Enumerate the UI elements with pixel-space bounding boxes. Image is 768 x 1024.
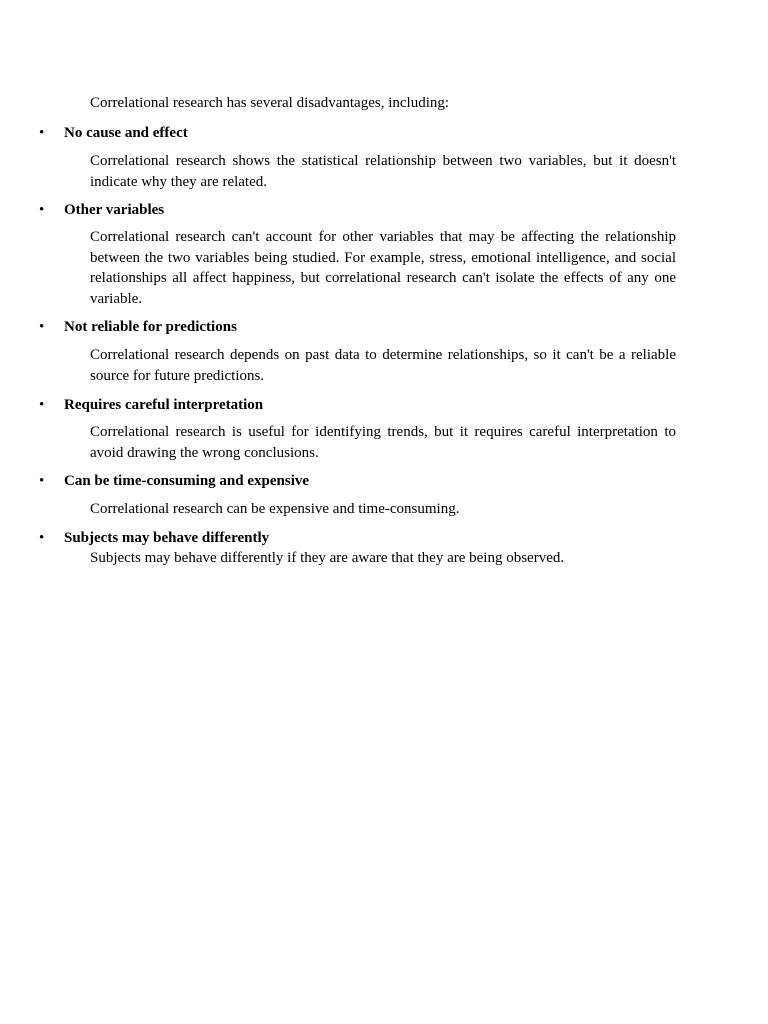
item-heading: Other variables bbox=[64, 202, 165, 218]
item-heading: Requires careful interpretation bbox=[64, 397, 264, 413]
bullet-icon: • bbox=[39, 473, 45, 489]
item-text: Correlational research shows the statistical relationship between two variables, but it doesn't indicate why they are related. bbox=[90, 153, 676, 190]
bullet-icon: • bbox=[39, 125, 45, 141]
item-heading: Can be time-consuming and expensive bbox=[64, 473, 310, 489]
item-text: Correlational research can be expensive and time-consuming. bbox=[90, 501, 460, 517]
bullet-icon: • bbox=[39, 319, 45, 335]
item-text: Subjects may behave differently if they are aware that they are being observed. bbox=[90, 550, 565, 566]
bullet-icon: • bbox=[39, 202, 45, 218]
item-heading: Not reliable for predictions bbox=[64, 319, 237, 335]
bullet-icon: • bbox=[39, 530, 45, 546]
item-heading: Subjects may behave differently bbox=[64, 530, 270, 546]
intro-paragraph: Correlational research has several disadvantages, including: bbox=[90, 95, 450, 111]
item-text: Correlational research depends on past data to determine relationships, so it can't be a reliable source for future predictions. bbox=[90, 347, 676, 384]
item-text: Correlational research can't account for other variables that may be affecting the relationship between the two variables being studied. For example, stress, emotional intelligence, and social relationships all affect happiness, but correlational research can't isolate the effects of any one variable. bbox=[90, 229, 676, 308]
bullet-icon: • bbox=[39, 397, 45, 413]
item-text: Correlational research is useful for identifying trends, but it requires careful interpretation to avoid drawing the wrong conclusions. bbox=[90, 424, 676, 461]
item-heading: No cause and effect bbox=[64, 125, 188, 141]
